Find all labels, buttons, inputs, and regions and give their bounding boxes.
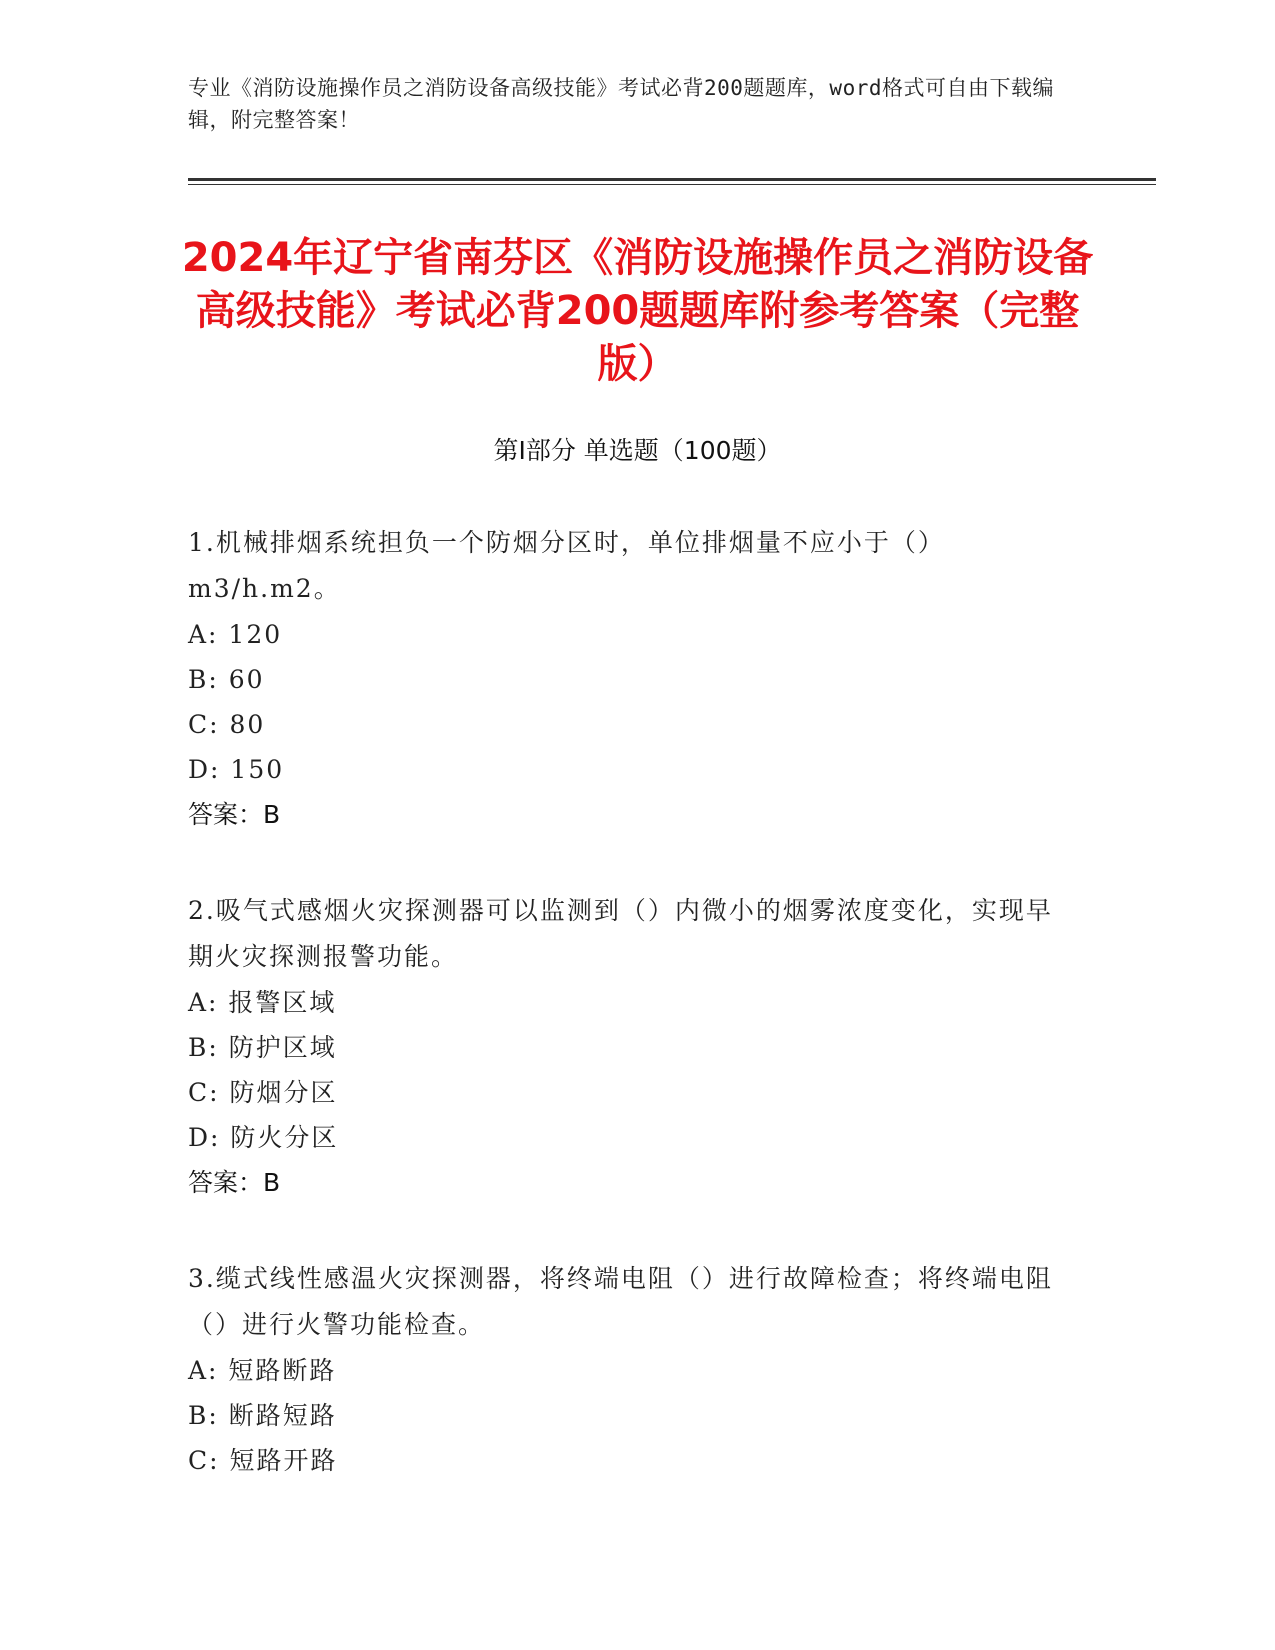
question-1 — [188, 520, 1068, 838]
option-c: C: 防烟分区 — [188, 1078, 338, 1107]
option-d: D: 防火分区 — [188, 1123, 339, 1152]
option-c: C: 短路开路 — [188, 1446, 338, 1475]
header-rule-thin — [188, 184, 1156, 185]
option-b: B: 60 — [188, 665, 265, 694]
option-d: D: 150 — [188, 755, 285, 784]
section-title: 第I部分 单选题（100题） — [493, 436, 782, 465]
option-b: B: 防护区域 — [188, 1033, 337, 1062]
header-rule-thick — [188, 178, 1156, 181]
option-a: A: 短路断路 — [188, 1356, 337, 1385]
document-title: 2024年辽宁省南芬区《消防设施操作员之消防设备高级技能》考试必背200题题库附参考答案（完整版） — [181, 235, 1094, 387]
option-a: A: 120 — [188, 620, 283, 649]
question-stem: 2.吸气式感烟火灾探测器可以监测到（）内微小的烟雾浓度变化，实现早期火灾探测报警功能。 — [188, 896, 1053, 971]
answer: 答案：B — [188, 1168, 281, 1197]
answer: 答案：B — [188, 800, 281, 829]
option-a: A: 报警区域 — [188, 988, 337, 1017]
question-stem: 3.缆式线性感温火灾探测器，将终端电阻（）进行故障检查；将终端电阻（）进行火警功能检查。 — [188, 1264, 1053, 1339]
question-list — [188, 520, 1068, 1533]
question-3 — [188, 1256, 1068, 1483]
question-2 — [188, 888, 1068, 1206]
question-stem: 1.机械排烟系统担负一个防烟分区时，单位排烟量不应小于（）m3/h.m2。 — [188, 528, 945, 603]
option-c: C: 80 — [188, 710, 266, 739]
option-b: B: 断路短路 — [188, 1401, 337, 1430]
header-note: 专业《消防设施操作员之消防设备高级技能》考试必背200题题库，word格式可自由下载编辑，附完整答案！ — [188, 76, 1054, 132]
